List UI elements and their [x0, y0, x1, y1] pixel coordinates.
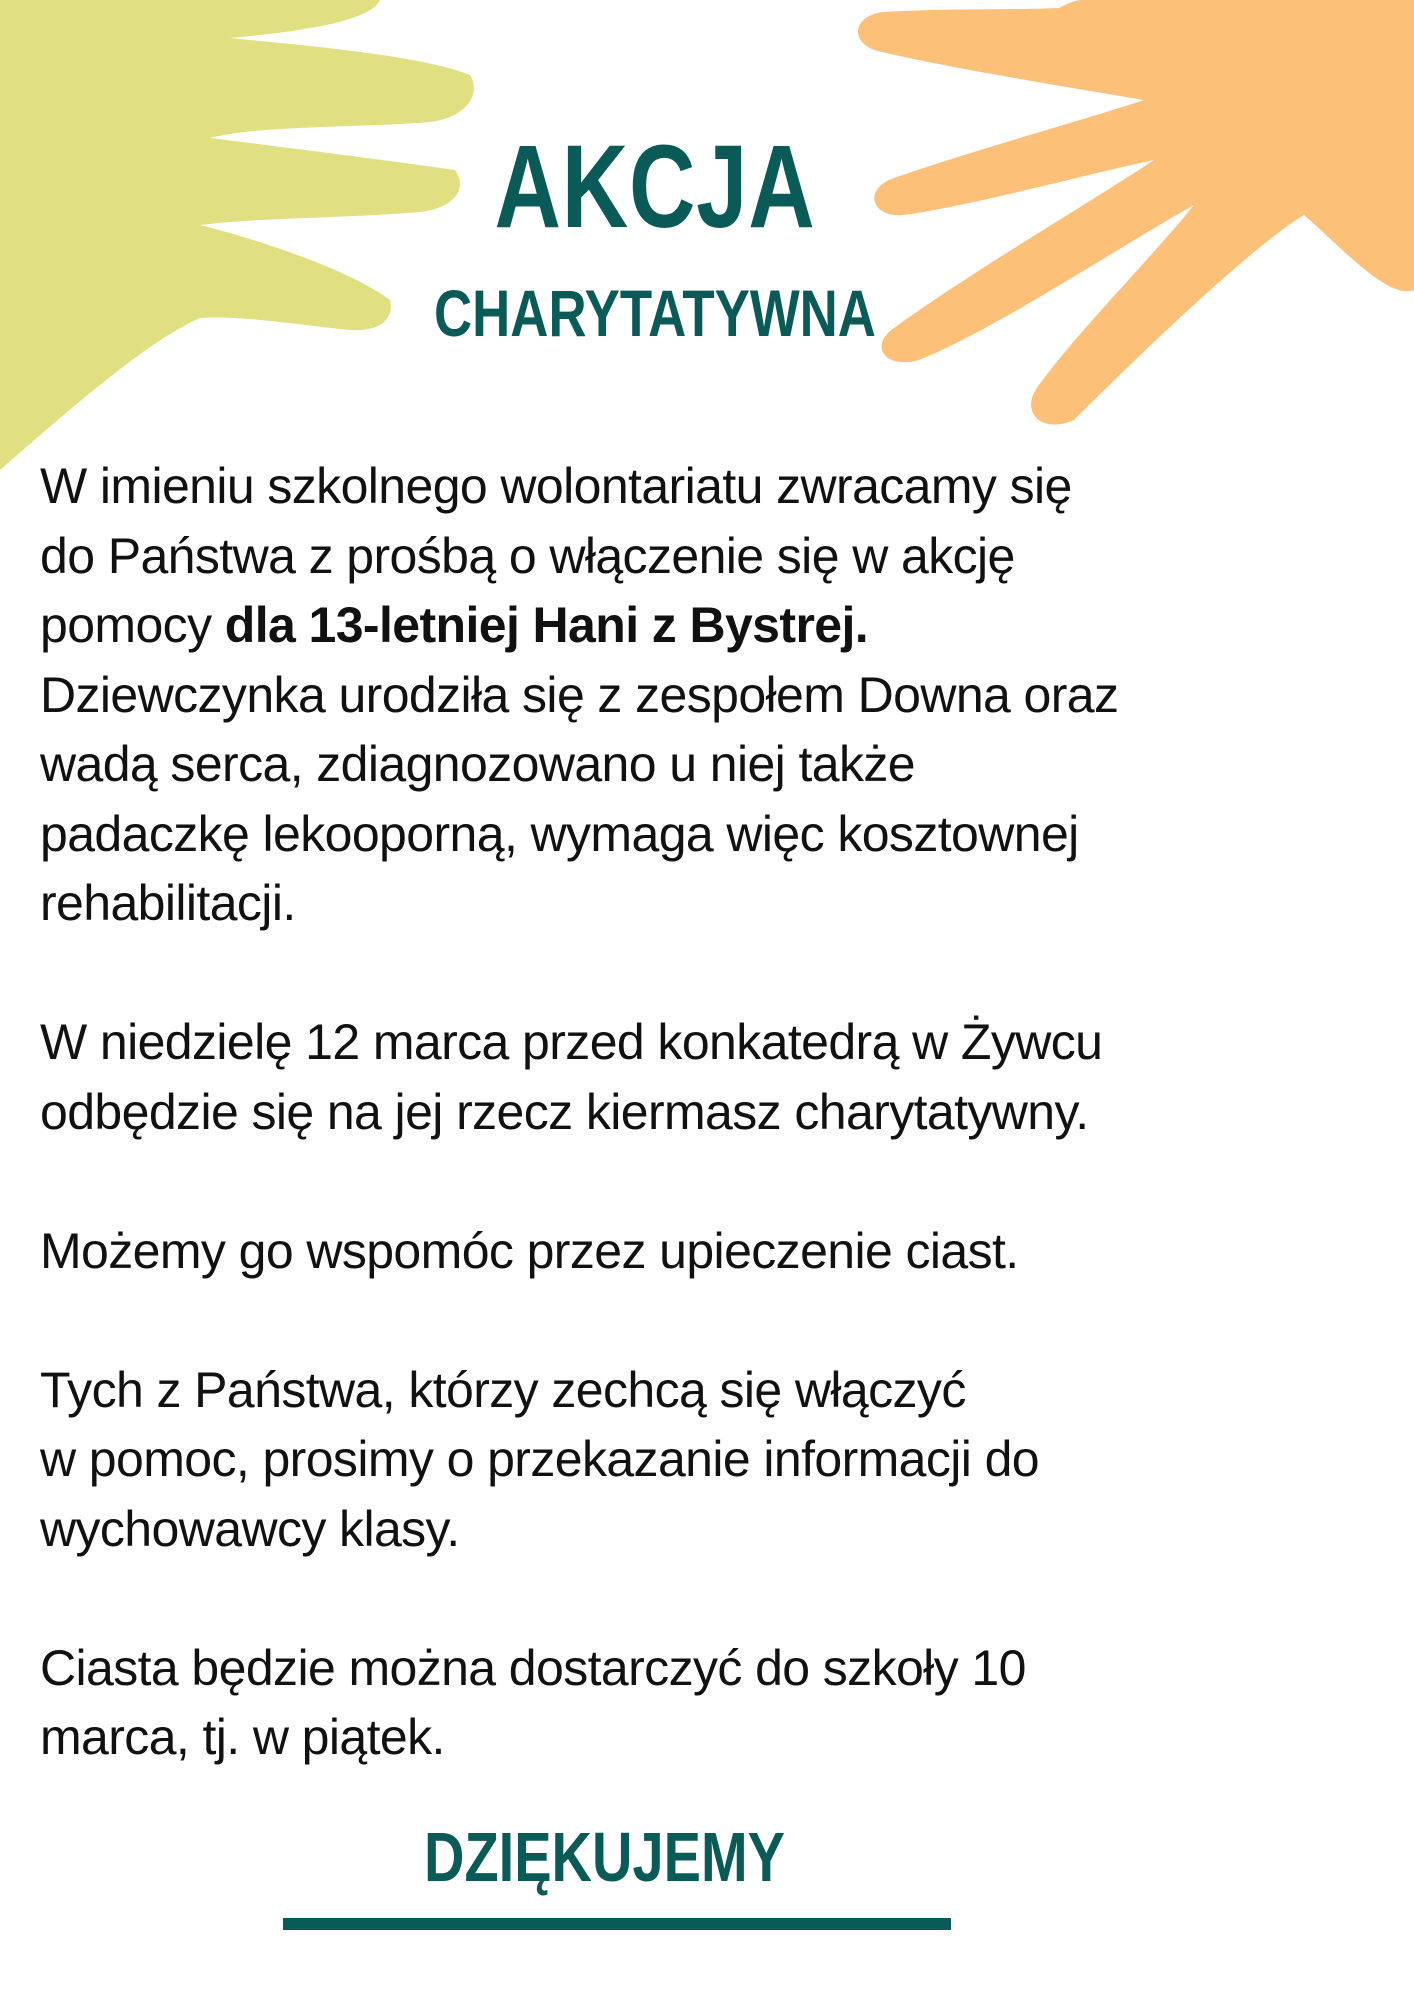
page-subtitle: CHARYTATYWNA	[434, 276, 876, 350]
text-line: odbędzie się na jej rzecz kiermasz charytatywny.	[40, 1083, 1089, 1140]
text-line: Tych z Państwa, którzy zechcą się włączyć	[40, 1361, 966, 1418]
page-title: AKCJA	[494, 121, 816, 253]
paragraph-event	[40, 1008, 1375, 1147]
paragraph-delivery	[40, 1634, 1375, 1773]
text-line: Możemy go wspomóc przez upieczenie ciast.	[40, 1222, 1019, 1279]
text-line: marca, tj. w piątek.	[40, 1709, 445, 1765]
thanks-heading: DZIĘKUJEMY	[424, 1818, 785, 1896]
paragraph-request	[40, 452, 1375, 939]
thanks-underline	[283, 1918, 951, 1930]
text-line: W niedzielę 12 marca przed konkatedrą w Żywcu	[40, 1014, 1103, 1070]
highlighted-recipient: dla 13-letniej Hani z Bystrej.	[224, 597, 869, 653]
paragraph-contact	[40, 1356, 1375, 1565]
text-line: wychowawcy klasy.	[40, 1500, 460, 1557]
text-line: w pomoc, prosimy o przekazanie informacji do	[40, 1431, 1040, 1487]
paragraph-help	[40, 1217, 1375, 1287]
text-line: rehabilitacji.	[40, 875, 296, 931]
text-line: do Państwa z prośbą o włączenie się w akcję	[40, 527, 1015, 584]
text-line: wadą serca, zdiagnozowano u niej także	[40, 736, 915, 792]
text-line: pomocy	[40, 597, 225, 653]
text-line: Dziewczynka urodziła się z zespołem Downa oraz	[40, 666, 1119, 723]
text-line: W imieniu szkolnego wolontariatu zwracamy się	[40, 458, 1072, 514]
text-line: Ciasta będzie można dostarczyć do szkoły 10	[40, 1639, 1026, 1696]
text-line: padaczkę lekooporną, wymaga więc kosztownej	[40, 805, 1079, 862]
flyer-body	[40, 452, 1375, 1842]
